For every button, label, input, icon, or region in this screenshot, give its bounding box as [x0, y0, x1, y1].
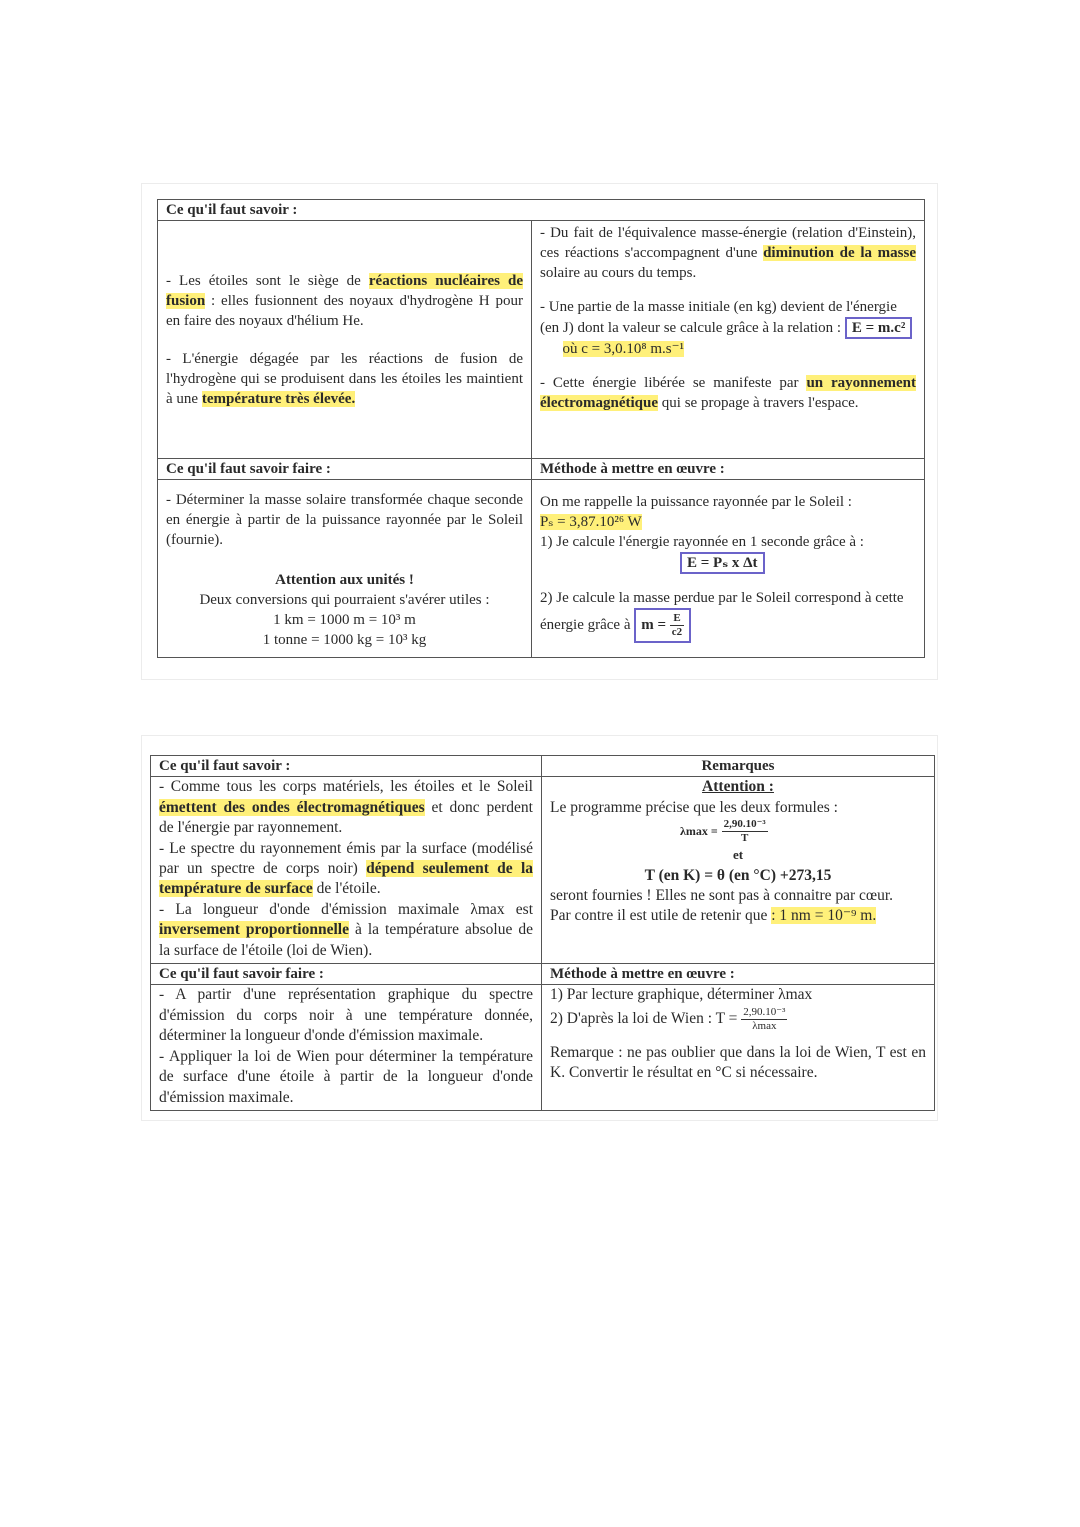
spectrum-paragraph: - Le spectre du rayonnement émis par la surface (modélisé par un spectre de corps noir) dépend seulement de la température de surface de l'étoile. — [159, 839, 533, 898]
wien-paragraph: - La longueur d'onde d'émission maximale λmax est inversement proportionnelle à la température absolue de la surface de l'étoile (loi de Wien). — [159, 900, 533, 959]
temperature-paragraph: - L'énergie dégagée par les réactions de fusion de l'hydrogène qui se produisent dans les étoiles les maintient à une température très élevée. — [166, 350, 523, 407]
savoir-cell-2 — [151, 777, 542, 964]
remark-line-3: Par contre il est utile de retenir que : 1 nm = 10⁻⁹ m. — [550, 907, 877, 925]
savoir-left-cell — [158, 221, 532, 459]
remarques-header: Remarques — [542, 756, 935, 777]
wien-formula: λmax = $\frac{\text{2,90.10⁻³}}{T}$ — [680, 818, 766, 845]
conversion-tonne: 1 tonne = 1000 kg = 10³ kg — [262, 632, 427, 648]
methode-header: Méthode à mettre en œuvre : — [532, 459, 925, 480]
savoir-faire-cell — [158, 480, 532, 658]
solar-power-value: Pₛ = 3,87.10²⁶ W — [540, 514, 642, 530]
method-wien-step-2: 2) D'après la loi de Wien : T = $\frac{\text{2,90.10⁻³}}{\lambda\max}$ — [550, 1005, 786, 1032]
savoir-faire-header-2: Ce qu'il faut savoir faire : — [151, 964, 542, 985]
mass-formula: m = $\frac{E}{c2}$ — [634, 608, 691, 643]
skill-wien-law: - Appliquer la loi de Wien pour déterminer la température de surface d'une étoile à partir de la longueur d'onde d'émission maximale. — [159, 1047, 533, 1106]
methode-cell-2 — [542, 985, 935, 1110]
methode-header-2: Méthode à mettre en œuvre : — [542, 964, 935, 985]
conversion-km: 1 km = 1000 m = 10³ m — [273, 612, 416, 628]
method-step-1: 1) Je calcule l'énergie rayonnée en 1 seconde grâce à : — [540, 534, 864, 550]
energy-formula: E = Pₛ x Δt — [680, 552, 765, 574]
einstein-formula: E = m.c² — [845, 317, 912, 339]
method-step-2: 2) Je calcule la masse perdue par le Soleil correspond à cette énergie grâce à m = $\frac{E}{c2}$ — [540, 588, 916, 643]
radiation-paragraph: - Cette énergie libérée se manifeste par un rayonnement électromagnétique qui se propage à travers l'espace. — [540, 375, 916, 411]
savoir-faire-text: - Déterminer la masse solaire transformée chaque seconde en énergie à partir de la puissance rayonnée par le Soleil (fournie). — [166, 492, 523, 548]
remark-attention: Attention : — [702, 778, 774, 796]
card-energy-fusion — [141, 183, 938, 680]
remarques-cell — [542, 777, 935, 964]
savoir-faire-header: Ce qu'il faut savoir faire : — [158, 459, 532, 480]
savoir-header-2: Ce qu'il faut savoir : — [151, 756, 542, 777]
methode-cell — [532, 480, 925, 658]
method-line-1: On me rappelle la puissance rayonnée par le Soleil : — [540, 494, 852, 510]
emission-paragraph: - Comme tous les corps matériels, les étoiles et le Soleil émettent des ondes électromagnétiques et donc perdent de l'énergie par rayonnement. — [159, 778, 533, 837]
method-wien-step-1: 1) Par lecture graphique, déterminer λmax — [550, 986, 813, 1004]
remark-et: et — [732, 847, 744, 863]
method-wien-remark: Remarque : ne pas oublier que dans la loi de Wien, T est en K. Convertir le résultat en °C si nécessaire. — [550, 1043, 926, 1082]
remark-line-2: seront fournies ! Elles ne sont pas à connaitre par cœur. — [550, 887, 894, 905]
skill-graphical-reading: - A partir d'une représentation graphique du spectre d'émission du corps noir à une température donnée, déterminer la longueur d'onde d'émission maximale. — [159, 986, 533, 1045]
savoir-right-cell — [532, 221, 925, 459]
fusion-paragraph: - Les étoiles sont le siège de réactions nucléaires de fusion : elles fusionnent des noyaux d'hydrogène H pour en faire des noyaux d'hélium He. — [166, 272, 523, 329]
kelvin-formula: T (en K) = θ (en °C) +273,15 — [644, 866, 832, 884]
table-wien — [150, 755, 935, 1111]
conversion-intro: Deux conversions qui pourraient s'avérer utiles : — [199, 592, 490, 608]
remark-line-1: Le programme précise que les deux formules : — [550, 798, 838, 816]
units-warning: Attention aux unités ! — [275, 572, 414, 588]
mass-energy-paragraph: - Du fait de l'équivalence masse-énergie (relation d'Einstein), ces réactions s'accompagnent d'une diminution de la masse solaire au cours du temps. — [540, 225, 916, 281]
einstein-paragraph: - Une partie de la masse initiale (en kg) devient de l'énergie (en J) dont la valeur se calcule grâce à la relation : E = m.c² où c = 3,0.10⁸ m.s⁻¹ — [540, 297, 916, 359]
table-fusion — [157, 199, 925, 658]
savoir-faire-cell-2 — [151, 985, 542, 1110]
card-wien-law — [141, 735, 938, 1121]
savoir-header: Ce qu'il faut savoir : — [158, 200, 925, 221]
